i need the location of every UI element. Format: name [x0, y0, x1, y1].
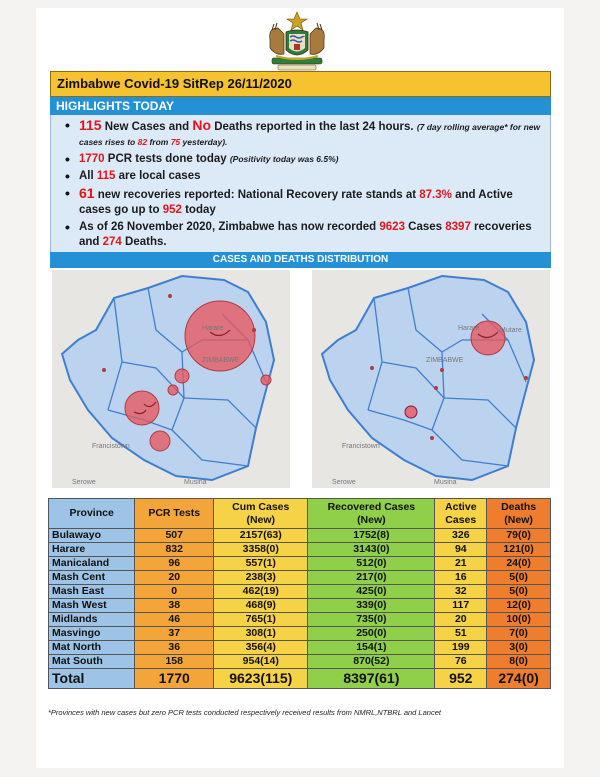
cell-province: Midlands	[49, 613, 135, 627]
map-label-mutare: Mutare	[500, 327, 522, 334]
table-row	[49, 613, 551, 627]
cell-cum: 3358(0)	[214, 543, 308, 557]
highlight-new-cases: • 115 New Cases and No Deaths reported in the last 24 hours. (7 day rolling average* for new cases rises to 82 from 75 yesterday).	[79, 118, 544, 150]
cell-cum: 2157(63)	[214, 529, 308, 543]
highlight-recoveries: • 61 new recoveries reported: National Recovery rate stands at 87.3% and Active cases go up to 952 today	[79, 186, 544, 218]
footnote: *Provinces with new cases but zero PCR tests conducted respectively received results from NMRL,NTBRL and Lancet	[48, 708, 441, 717]
map-label-musina: Musina	[434, 479, 457, 486]
cell-act: 117	[435, 599, 487, 613]
cell-rec: 8397(61)	[308, 669, 435, 689]
cell-rec: 425(0)	[308, 585, 435, 599]
table-total-row	[49, 669, 551, 689]
cell-dea: 8(0)	[487, 655, 551, 669]
matsouth-cases-bubble	[150, 431, 170, 451]
col-active: Active Cases	[435, 499, 487, 529]
col-province: Province	[49, 499, 135, 529]
cell-pcr: 1770	[135, 669, 214, 689]
bulawayo-deaths-bubble	[405, 406, 417, 418]
bulawayo-cases-bubble	[125, 391, 159, 425]
cell-rec: 1752(8)	[308, 529, 435, 543]
map-label-musina: Musina	[184, 479, 207, 486]
cell-rec: 512(0)	[308, 557, 435, 571]
cell-province: Harare	[49, 543, 135, 557]
cell-rec: 3143(0)	[308, 543, 435, 557]
cell-pcr: 507	[135, 529, 214, 543]
table-row	[49, 571, 551, 585]
cell-pcr: 0	[135, 585, 214, 599]
cell-act: 20	[435, 613, 487, 627]
cell-act: 32	[435, 585, 487, 599]
cell-act: 16	[435, 571, 487, 585]
col-pcr-tests: PCR Tests	[135, 499, 214, 529]
cell-dea: 274(0)	[487, 669, 551, 689]
highlights-box	[50, 115, 551, 252]
mashwest-cases-bubble	[175, 369, 189, 383]
cell-rec: 339(0)	[308, 599, 435, 613]
col-cum-cases: Cum Cases (New)	[214, 499, 308, 529]
cell-act: 21	[435, 557, 487, 571]
highlight-pcr-tests: • 1770 PCR tests done today (Positivity today was 6.5%)	[79, 152, 544, 167]
cases-map	[52, 270, 290, 488]
cell-dea: 79(0)	[487, 529, 551, 543]
cell-cum: 9623(115)	[214, 669, 308, 689]
table-row	[49, 641, 551, 655]
cell-act: 76	[435, 655, 487, 669]
cell-act: 199	[435, 641, 487, 655]
cell-dea: 24(0)	[487, 557, 551, 571]
cell-province: Mash West	[49, 599, 135, 613]
cell-cum: 765(1)	[214, 613, 308, 627]
cell-pcr: 20	[135, 571, 214, 585]
cell-act: 326	[435, 529, 487, 543]
cell-province: Mat North	[49, 641, 135, 655]
highlights-header: HIGHLIGHTS TODAY	[50, 97, 551, 115]
cell-dea: 5(0)	[487, 585, 551, 599]
cell-pcr: 832	[135, 543, 214, 557]
cell-cum: 468(9)	[214, 599, 308, 613]
cell-rec: 217(0)	[308, 571, 435, 585]
cell-cum: 557(1)	[214, 557, 308, 571]
cell-dea: 7(0)	[487, 627, 551, 641]
report-title: Zimbabwe Covid-19 SitRep 26/11/2020	[50, 71, 551, 97]
cell-cum: 308(1)	[214, 627, 308, 641]
cell-act: 94	[435, 543, 487, 557]
map-label-zimbabwe: ZIMBABWE	[426, 357, 464, 364]
cell-pcr: 96	[135, 557, 214, 571]
cell-cum: 238(3)	[214, 571, 308, 585]
map-label-harare: Harare	[202, 325, 224, 332]
cell-cum: 954(14)	[214, 655, 308, 669]
highlight-local-cases: • All 115 are local cases	[79, 169, 544, 184]
sitrep-page	[36, 8, 564, 768]
cell-dea: 10(0)	[487, 613, 551, 627]
cell-pcr: 46	[135, 613, 214, 627]
table-row	[49, 585, 551, 599]
cell-pcr: 158	[135, 655, 214, 669]
cell-dea: 3(0)	[487, 641, 551, 655]
table-row	[49, 557, 551, 571]
table-header-row	[49, 499, 551, 529]
cell-province: Mash Cent	[49, 571, 135, 585]
table-row	[49, 655, 551, 669]
cell-province: Manicaland	[49, 557, 135, 571]
cell-cum: 462(19)	[214, 585, 308, 599]
province-table	[48, 498, 551, 689]
cell-province: Mat South	[49, 655, 135, 669]
distribution-header: CASES AND DEATHS DISTRIBUTION	[50, 252, 551, 268]
cell-pcr: 38	[135, 599, 214, 613]
table-row	[49, 599, 551, 613]
cell-dea: 12(0)	[487, 599, 551, 613]
col-recovered: Recovered Cases (New)	[308, 499, 435, 529]
table-row	[49, 529, 551, 543]
map-label-serowe: Serowe	[332, 479, 356, 486]
cell-act: 51	[435, 627, 487, 641]
coat-of-arms-icon	[256, 10, 338, 72]
table-row	[49, 627, 551, 641]
manicaland-cases-bubble	[261, 375, 271, 385]
map-label-harare: Harare	[458, 325, 480, 332]
deaths-map	[312, 270, 550, 488]
cell-province: Total	[49, 669, 135, 689]
matnorth-cases-bubble	[168, 385, 178, 395]
map-label-francistown: Francistown	[342, 443, 380, 450]
cell-rec: 250(0)	[308, 627, 435, 641]
cell-pcr: 37	[135, 627, 214, 641]
highlight-cumulative: • As of 26 November 2020, Zimbabwe has now recorded 9623 Cases 8397 recoveries and 274 Deaths.	[79, 220, 544, 250]
map-label-francistown: Francistown	[92, 443, 130, 450]
cell-province: Masvingo	[49, 627, 135, 641]
map-label-zimbabwe: ZIMBABWE	[202, 357, 240, 364]
cell-rec: 154(1)	[308, 641, 435, 655]
table-row	[49, 543, 551, 557]
cell-dea: 121(0)	[487, 543, 551, 557]
cell-rec: 735(0)	[308, 613, 435, 627]
midlands-cases-bubble	[102, 368, 106, 372]
cell-province: Mash East	[49, 585, 135, 599]
col-deaths: Deaths (New)	[487, 499, 551, 529]
cell-dea: 5(0)	[487, 571, 551, 585]
map-label-serowe: Serowe	[72, 479, 96, 486]
cell-act: 952	[435, 669, 487, 689]
cell-cum: 356(4)	[214, 641, 308, 655]
cell-rec: 870(52)	[308, 655, 435, 669]
cell-pcr: 36	[135, 641, 214, 655]
cell-province: Bulawayo	[49, 529, 135, 543]
